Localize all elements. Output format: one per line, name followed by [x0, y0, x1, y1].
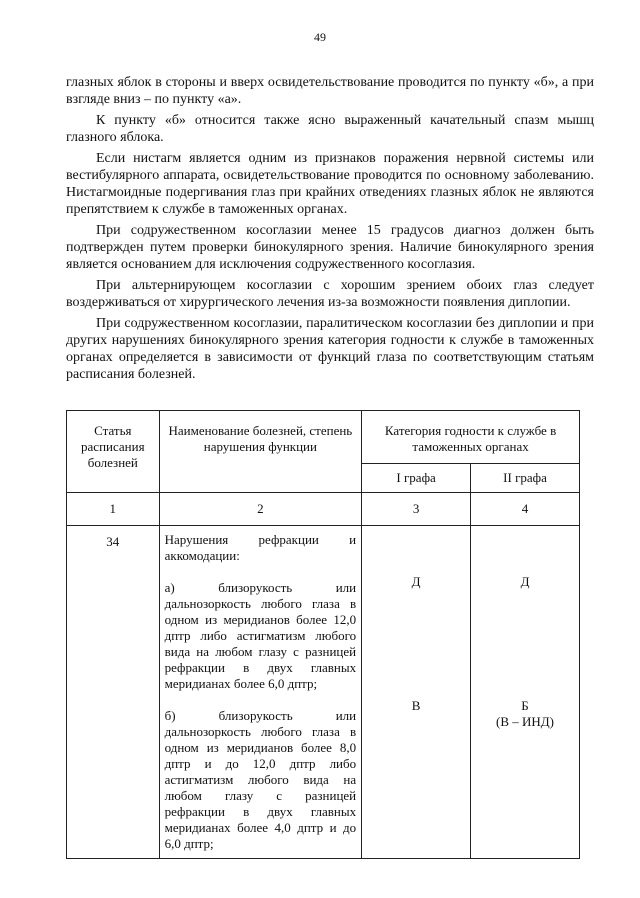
paragraph: К пункту «б» относится также ясно выраженный качательный спазм мышц глазного яблока. [66, 113, 594, 145]
column-number: 4 [471, 493, 580, 526]
page-number: 49 [314, 30, 326, 44]
column-number: 3 [362, 493, 471, 526]
header-column-1: I графа [362, 464, 471, 493]
item-a-category-1: Д [411, 574, 421, 589]
item-b-category-2-note: (В – ИНД) [496, 714, 554, 729]
column-number: 1 [67, 493, 160, 526]
paragraph: При альтернирующем косоглазии с хорошим зрением обоих глаз следует воздерживаться от хирургического лечения из-за возможности появления диплопии. [66, 278, 594, 310]
article-number: 34 [67, 526, 160, 859]
paragraph: При содружественном косоглазии, паралитическом косоглазии без диплопии и при других нарушениях бинокулярного зрения категория годности к службе в таможенных органах определяется в зависимости от функций глаза по соответствующим статьям расписания болезней. [66, 316, 594, 382]
disease-schedule-table [66, 410, 580, 859]
header-disease-name: Наименование болезней, степень нарушения функции [159, 411, 362, 493]
header-article: Статья расписания болезней [67, 411, 160, 493]
disease-intro: Нарушения рефракции и аккомодации: [164, 532, 357, 563]
category-column-1 [362, 526, 471, 859]
item-a-text: а) близорукость или дальнозоркость любого глаза в одном из меридианов более 12,0 дптр либо астигматизм любого вида на любом глазу с разницей рефракции в двух главных меридианах более 6,0 дптр; [164, 580, 357, 691]
item-b-text: б) близорукость или дальнозоркость любого глаза в одном из меридианов более 8,0 дптр и до 12,0 дптр либо астигматизм любого вида на любом глазу с разницей рефракции в двух главных меридианах более 4,0 дптр и до 6,0 дптр; [164, 708, 357, 851]
disease-description [159, 526, 362, 859]
item-a-category-2: Д [520, 574, 530, 589]
paragraph: При содружественном косоглазии менее 15 градусов диагноз должен быть подтвержден путем проверки бинокулярного зрения. Наличие бинокулярного зрения является основанием для исключения содружественного косоглазия. [66, 223, 594, 272]
header-column-2: II графа [471, 464, 580, 493]
column-numbers-row [67, 493, 580, 526]
table-row [67, 526, 580, 859]
item-b-category-1: В [411, 698, 421, 713]
paragraph: Если нистагм является одним из признаков поражения нервной системы или вестибулярного аппарата, освидетельствование проводится по основному заболеванию. Нистагмоидные подергивания глаз при крайних отведениях глазных яблок не являются препятствием к службе в таможенных органах. [66, 151, 594, 217]
header-category: Категория годности к службе в таможенных органах [362, 411, 580, 464]
item-b-category-2: Б [521, 698, 529, 713]
column-number: 2 [159, 493, 362, 526]
body-text [66, 74, 594, 387]
category-column-2 [471, 526, 580, 859]
paragraph: глазных яблок в стороны и вверх освидетельствование проводится по пункту «б», а при взгляде вниз – по пункту «а». [66, 75, 594, 107]
